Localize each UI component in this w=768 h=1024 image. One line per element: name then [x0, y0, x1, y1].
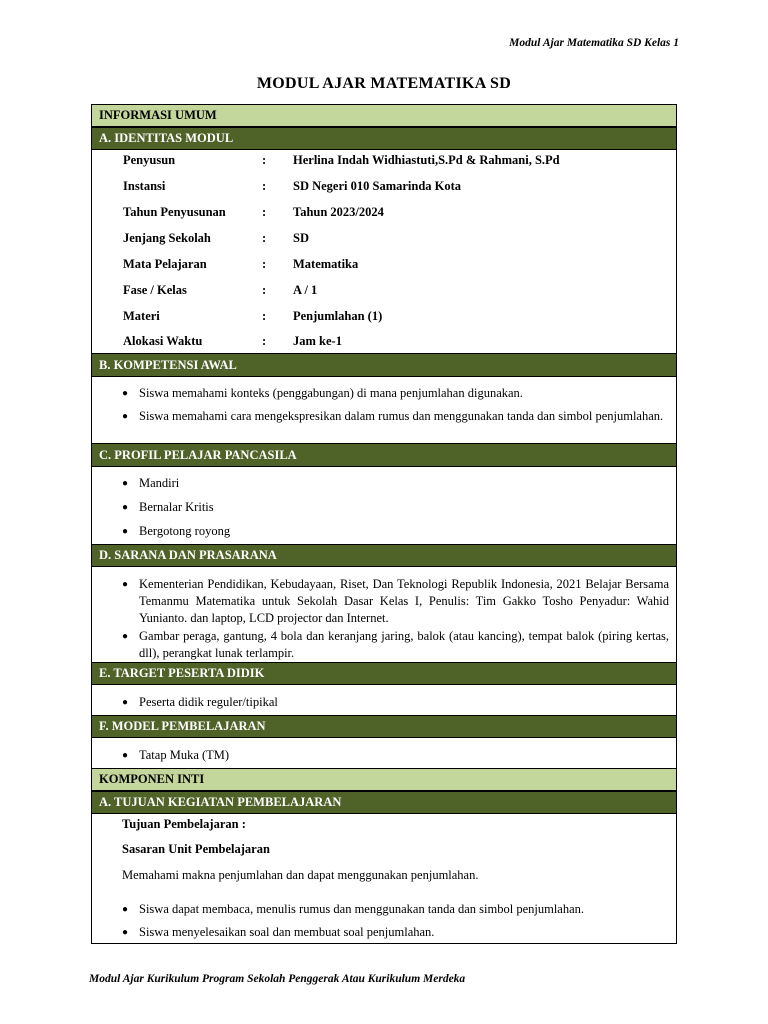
identitas-colon: :: [262, 205, 267, 219]
identitas-value: Herlina Indah Widhiastuti,S.Pd & Rahmani, S.Pd: [293, 153, 560, 167]
section-target-peserta-didik: E. TARGET PESERTA DIDIK: [92, 662, 676, 685]
identitas-colon: :: [262, 257, 267, 271]
section-informasi-umum: INFORMASI UMUM: [92, 105, 676, 127]
bullet-icon: ●: [122, 388, 129, 399]
identitas-label: Fase / Kelas: [123, 283, 187, 297]
identitas-value: Penjumlahan (1): [293, 309, 383, 323]
bullet-icon: ●: [122, 478, 129, 489]
bullet-icon: ●: [122, 904, 129, 915]
section-tujuan-kegiatan: A. TUJUAN KEGIATAN PEMBELAJARAN: [92, 791, 676, 814]
bullet-icon: ●: [122, 631, 129, 642]
identitas-value: SD Negeri 010 Samarinda Kota: [293, 179, 462, 193]
bullet-icon: ●: [122, 502, 129, 513]
page-footer: Modul Ajar Kurikulum Program Sekolah Penggerak Atau Kurikulum Merdeka: [89, 973, 466, 985]
identitas-label: Penyusun: [123, 153, 176, 167]
section-identitas-modul: A. IDENTITAS MODUL: [92, 127, 676, 150]
bullet-icon: ●: [122, 697, 129, 708]
identitas-label: Jenjang Sekolah: [123, 231, 211, 245]
bullet-icon: ●: [122, 927, 129, 938]
bullet-icon: ●: [122, 579, 129, 590]
identitas-value: SD: [293, 231, 309, 245]
bullet-icon: ●: [122, 526, 129, 537]
bullet-icon: ●: [122, 750, 129, 761]
tujuan-description: Memahami makna penjumlahan dan dapat menggunakan penjumlahan.: [122, 868, 479, 882]
identitas-colon: :: [262, 153, 267, 167]
identitas-value: Matematika: [293, 257, 359, 271]
identitas-colon: :: [262, 309, 267, 323]
section-kompetensi-awal: B. KOMPETENSI AWAL: [92, 353, 676, 377]
identitas-label: Instansi: [123, 179, 166, 193]
identitas-label: Mata Pelajaran: [123, 257, 207, 271]
document-title: MODUL AJAR MATEMATIKA SD: [256, 75, 512, 92]
identitas-label: Tahun Penyusunan: [123, 205, 226, 219]
identitas-label: Alokasi Waktu: [123, 334, 203, 348]
running-header: Modul Ajar Matematika SD Kelas 1: [509, 37, 679, 49]
tujuan-subheading: Sasaran Unit Pembelajaran: [122, 842, 270, 856]
identitas-colon: :: [262, 283, 267, 297]
identitas-colon: :: [262, 179, 267, 193]
identitas-colon: :: [262, 231, 267, 245]
module-table: INFORMASI UMUM A. IDENTITAS MODUL Penyusun : Herlina Indah Widhiastuti,S.Pd & Rahmani, S.Pd Instansi : SD Negeri 010 Samarinda Kota Tahun Penyusunan : Tahun 2023/2024 Jenjang Sekolah : SD Mata Pelajaran : Matematika Fase / Kelas : A / 1 Materi : Penjumlahan (1) Alokasi Waktu : Jam ke-1 B. KOMPETENSI AWAL ● Siswa memahami konteks (penggabungan) di mana penjumlahan digunakan. ● Siswa memahami cara mengekspresikan dalam rumus dan menggunakan tanda dan simbol penjumlahan. C. PROFIL PELAJAR PANCASILA ● Mandiri ● Bernalar Kritis ● Bergotong royong D. SARANA DAN PRASARANA ● Kementerian Pendidikan, Kebudayaan, Riset, Dan Teknologi Republik Indonesia, 2021 Belajar Bersama Temanmu Matematika untuk Sekolah Dasar Kelas I, Penulis: Tim Gakko Tosho Penyadur: Wahid Yunianto. dan laptop, LCD projector dan Internet. ● Gambar peraga, gantung, 4 bola dan keranjang jaring, balok (atau kancing), tempat balok (piring kertas, dll), perangkat lunak terlampir. E. TARGET PESERTA DIDIK ● Peserta didik reguler/tipikal F. MODEL PEMBELAJARAN ● Tatap Muka (TM) KOMPONEN INTI A. TUJUAN KEGIATAN PEMBELAJARAN Tujuan Pembelajaran : Sasaran Unit Pembelajaran Memahami makna penjumlahan dan dapat menggunakan penjumlahan. ● Siswa dapat membaca, menulis rumus dan menggunakan tanda dan simbol penjumlahan. ● Siswa menyelesaikan soal dan membuat soal penjumlahan.: [91, 104, 677, 944]
identitas-colon: :: [262, 334, 267, 348]
bullet-icon: ●: [122, 411, 129, 422]
tujuan-heading: Tujuan Pembelajaran :: [122, 817, 246, 831]
identitas-label: Materi: [123, 309, 160, 323]
identitas-value: Jam ke-1: [293, 334, 342, 348]
section-sarana-dan-prasarana: D. SARANA DAN PRASARANA: [92, 544, 676, 567]
section-model-pembelajaran: F. MODEL PEMBELAJARAN: [92, 715, 676, 738]
section-profil-pelajar-pancasila: C. PROFIL PELAJAR PANCASILA: [92, 443, 676, 467]
identitas-value: Tahun 2023/2024: [293, 205, 384, 219]
section-komponen-inti: KOMPONEN INTI: [92, 768, 676, 791]
identitas-value: A / 1: [293, 283, 318, 297]
